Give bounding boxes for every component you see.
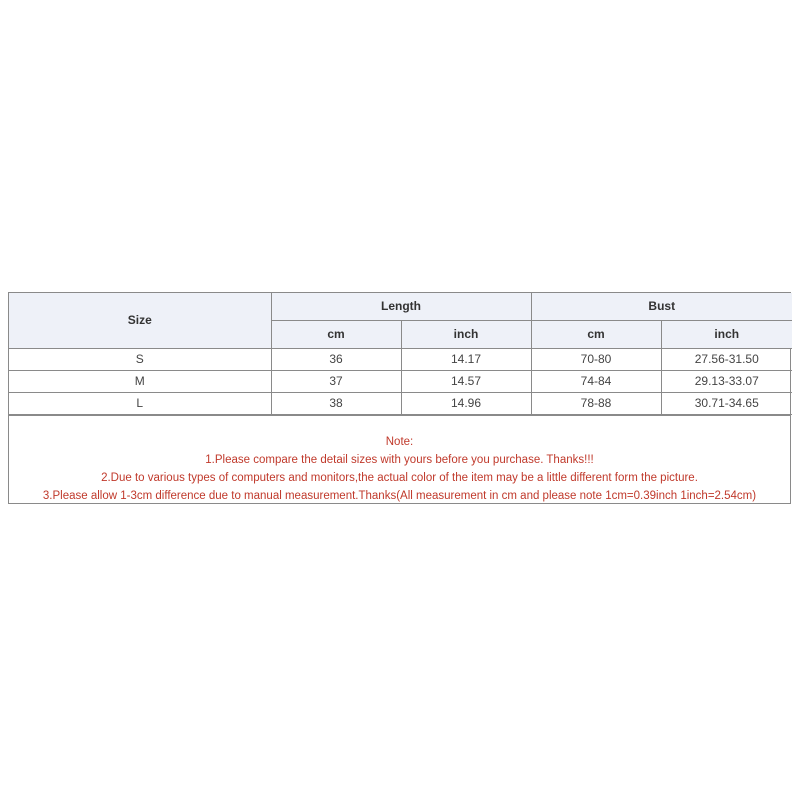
table-row (9, 370, 792, 392)
length-cm-cell: 36 (271, 348, 401, 370)
bust-header: Bust (531, 293, 792, 320)
bust-cm-cell: 74-84 (531, 370, 661, 392)
table-header-group-row (9, 293, 792, 320)
length-cm-header: cm (271, 320, 401, 348)
notes-section (9, 415, 790, 503)
length-inch-cell: 14.96 (401, 392, 531, 414)
length-header: Length (271, 293, 531, 320)
size-table (9, 293, 792, 415)
size-cell: S (9, 348, 271, 370)
length-inch-cell: 14.57 (401, 370, 531, 392)
note-title: Note: (385, 435, 414, 448)
bust-inch-cell: 30.71-34.65 (661, 392, 792, 414)
size-cell: L (9, 392, 271, 414)
note-line-2: 2.Due to various types of computers and monitors,the actual color of the item may be a little different form the picture. (101, 471, 698, 484)
bust-inch-header: inch (661, 320, 792, 348)
bust-inch-cell: 29.13-33.07 (661, 370, 792, 392)
size-cell: M (9, 370, 271, 392)
size-header: Size (9, 293, 271, 348)
table-row (9, 348, 792, 370)
bust-cm-cell: 78-88 (531, 392, 661, 414)
bust-cm-cell: 70-80 (531, 348, 661, 370)
note-line-1: 1.Please compare the detail sizes with yours before you purchase. Thanks!!! (205, 453, 594, 466)
length-inch-cell: 14.17 (401, 348, 531, 370)
size-chart (8, 292, 791, 504)
length-cm-cell: 38 (271, 392, 401, 414)
bust-cm-header: cm (531, 320, 661, 348)
table-row (9, 392, 792, 414)
note-line-3: 3.Please allow 1-3cm difference due to manual measurement.Thanks(All measurement in cm and please note 1cm=0.39inch 1inch=2.54cm) (42, 489, 757, 502)
length-cm-cell: 37 (271, 370, 401, 392)
length-inch-header: inch (401, 320, 531, 348)
bust-inch-cell: 27.56-31.50 (661, 348, 792, 370)
